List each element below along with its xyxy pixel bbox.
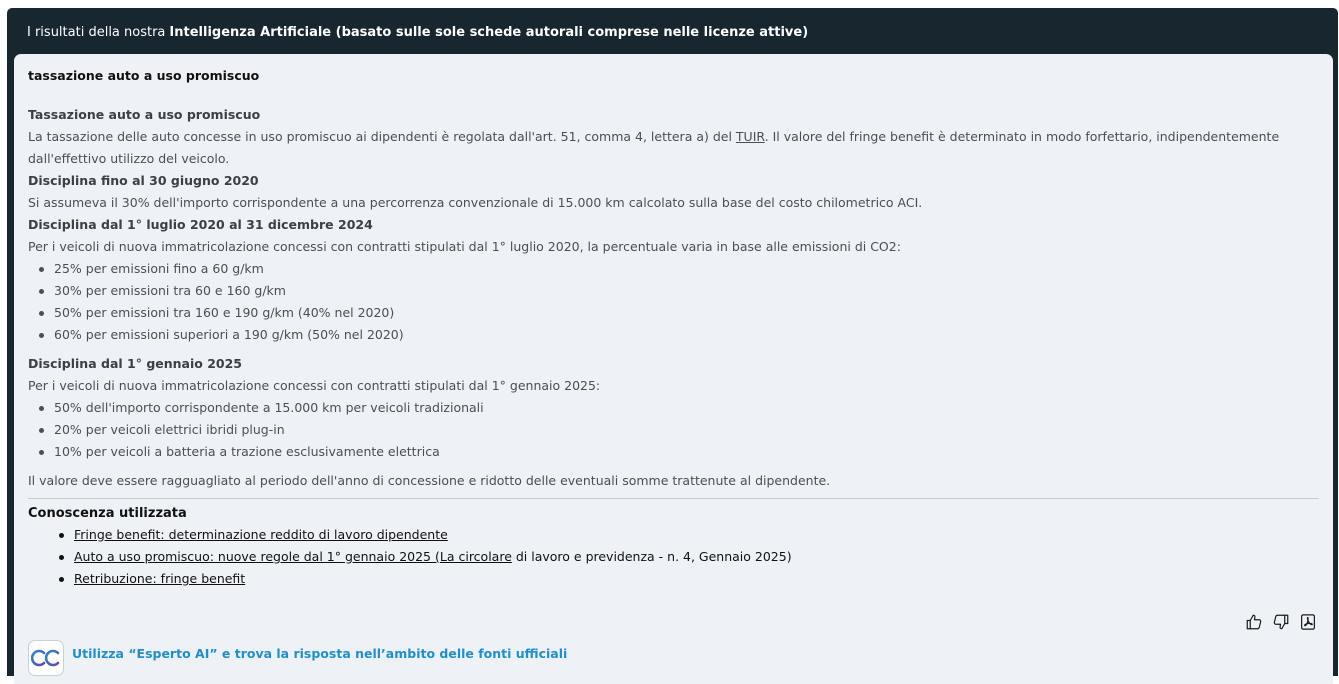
header-title: Intelligenza Artificiale (basato sulle sole schede autorali comprese nelle licenze attive): [169, 25, 809, 40]
list-item: 20% per veicoli elettrici ibridi plug-in: [48, 419, 1319, 441]
knowledge-list: [28, 524, 1319, 590]
feedback-toolbar: [1245, 612, 1317, 632]
cta-text[interactable]: Utilizza “Esperto AI” e trova la risposta nell’ambito delle fonti ufficiali: [72, 645, 568, 661]
list-item: 30% per emissioni tra 60 e 160 g/km: [48, 280, 1319, 302]
list-item: 60% per emissioni superiori a 190 g/km (50% nel 2020): [48, 324, 1319, 346]
answer-conclusion: Il valore deve essere ragguagliato al periodo dell'anno di concessione e ridotto delle eventuali somme trattenute al dipendente.: [28, 473, 831, 488]
thumbs-down-icon[interactable]: [1272, 612, 1290, 632]
thumbs-up-icon[interactable]: [1245, 612, 1263, 632]
knowledge-section: [28, 504, 1319, 590]
list-item: 10% per veicoli a batteria a trazione esclusivamente elettrica: [48, 441, 1319, 463]
divider: [28, 498, 1319, 499]
knowledge-link-paren[interactable]: (: [431, 549, 440, 564]
answer-card: [14, 54, 1333, 684]
knowledge-heading: Conoscenza utilizzata: [28, 506, 187, 521]
section-text: Si assumeva il 30% dell'importo corrispondente a una percorrenza convenzionale di 15.000 km calcolato sulla base del costo chilometrico ACI.: [28, 195, 923, 210]
knowledge-item: [68, 568, 1319, 590]
esperto-ai-cta[interactable]: [28, 640, 567, 676]
answer-title: Tassazione auto a uso promiscuo: [28, 107, 261, 122]
section-heading: Disciplina fino al 30 giugno 2020: [28, 173, 259, 188]
list-item: 50% dell'importo corrispondente a 15.000 km per veicoli tradizionali: [48, 397, 1319, 419]
list-item: 50% per emissioni tra 160 e 190 g/km (40% nel 2020): [48, 302, 1319, 324]
knowledge-link-circolare[interactable]: La circolare: [439, 549, 512, 564]
list-item: 25% per emissioni fino a 60 g/km: [48, 258, 1319, 280]
emission-rates-list: [28, 258, 1319, 346]
header-prefix: I risultati della nostra: [27, 25, 166, 40]
section-text: Per i veicoli di nuova immatricolazione concessi con contratti stipulati dal 1° gennaio 2025:: [28, 378, 601, 393]
answer-intro: [28, 126, 1319, 170]
tuir-link[interactable]: TUIR: [735, 129, 765, 144]
vehicle-rates-list: [28, 397, 1319, 463]
knowledge-item: [68, 546, 1319, 568]
esperto-logo-icon: [28, 640, 64, 676]
intro-text: La tassazione delle auto concesse in uso promiscuo ai dipendenti è regolata dall'art. 51, comma 4, lettera a) del: [28, 129, 736, 144]
ai-results-panel: [7, 8, 1338, 676]
knowledge-link-fringe-benefit[interactable]: Fringe benefit: determinazione reddito di lavoro dipendente: [74, 527, 448, 542]
knowledge-link-auto-uso-promiscuo[interactable]: Auto a uso promiscuo: nuove regole dal 1° gennaio 2025: [74, 549, 432, 564]
section-heading: Disciplina dal 1° luglio 2020 al 31 dicembre 2024: [28, 217, 373, 232]
section-text: Per i veicoli di nuova immatricolazione concessi con contratti stipulati dal 1° luglio 2020, la percentuale varia in base alle emissioni di CO2:: [28, 239, 901, 254]
answer-body: [28, 104, 1319, 492]
knowledge-link-retribuzione[interactable]: Retribuzione: fringe benefit: [74, 571, 246, 586]
section-heading: Disciplina dal 1° gennaio 2025: [28, 356, 242, 371]
knowledge-source-text: di lavoro e previdenza - n. 4, Gennaio 2025): [511, 549, 792, 564]
panel-header: [7, 8, 1338, 56]
knowledge-item: [68, 524, 1319, 546]
query-text: tassazione auto a uso promiscuo: [28, 68, 260, 83]
pdf-icon[interactable]: [1299, 612, 1317, 632]
intro-text-rest: . Il valore del fringe benefit è determinato in modo forfettario, indipendentemente dall'effettivo utilizzo del veicolo.: [28, 129, 1280, 166]
